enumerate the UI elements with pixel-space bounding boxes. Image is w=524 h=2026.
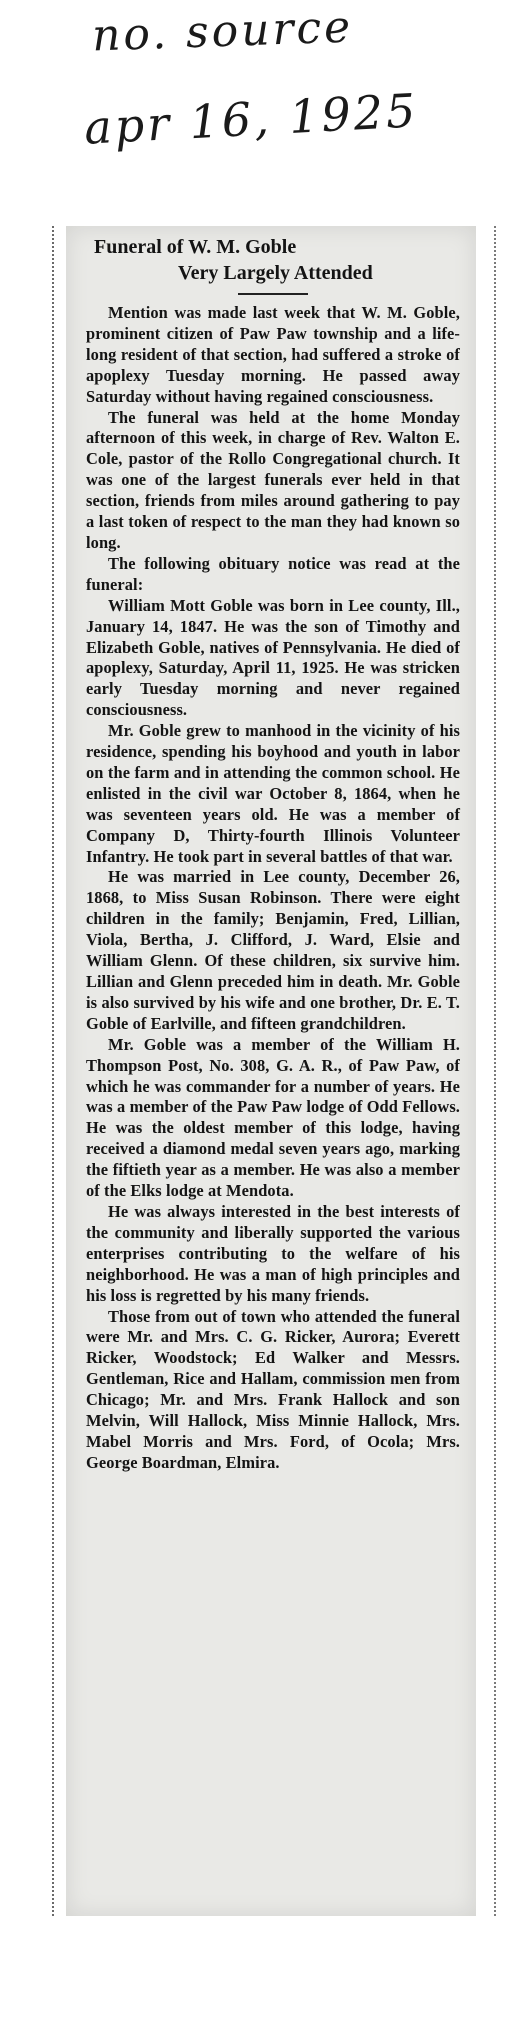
- article-paragraph: The following obituary notice was read at the funeral:: [86, 553, 460, 594]
- clipping-left-edge: [52, 226, 60, 1916]
- article-paragraph: Those from out of town who attended the funeral were Mr. and Mrs. C. G. Ricker, Aurora; Everett Ricker, Woodstock; Ed Walker and Messrs. Gentleman, Rice and Hallam, commission men from Chicago; Mr. and Mrs. Frank Hallock and son Melvin, Will Hallock, Miss Minnie Hallock, Mrs. Mabel Morris and Mrs. Ford, of Ocola; Mrs. George Boardman, Elmira.: [86, 1306, 460, 1472]
- article-paragraph: Mr. Goble grew to manhood in the vicinity of his residence, spending his boyhood and youth in labor on the farm and in attending the common school. He enlisted in the civil war October 8, 1864, when he was seventeen years old. He was a member of Company D, Thirty-fourth Illinois Volunteer Infantry. He took part in several battles of that war.: [86, 721, 460, 866]
- handwritten-date-note: apr 16, 1925: [82, 83, 420, 155]
- obituary-article: [86, 234, 460, 1474]
- article-paragraph: He was married in Lee county, December 26, 1868, to Miss Susan Robinson. There were eight children in the family; Benjamin, Fred, Lillian, Viola, Bertha, J. Clifford, J. Ward, Elsie and William Glenn. Of these children, six survive him. Lillian and Glenn preceded him in death. Mr. Goble is also survived by his wife and one brother, Dr. E. T. Goble of Earlville, and fifteen grandchildren.: [86, 867, 460, 1033]
- headline-line-2: Very Largely Attended: [178, 262, 373, 284]
- article-paragraph: He was always interested in the best interests of the community and liberally supported the various enterprises contributing to the welfare of his neighborhood. He was a man of high principles and his loss is regretted by his many friends.: [86, 1201, 460, 1305]
- clipping-right-edge: [490, 226, 496, 1916]
- headline-divider: [238, 293, 308, 295]
- headline-line-1: Funeral of W. M. Goble: [94, 236, 297, 258]
- article-paragraph: The funeral was held at the home Monday afternoon of this week, in charge of Rev. Walton E. Cole, pastor of the Rollo Congregational church. It was one of the largest funerals ever held in that section, friends from miles around gathering to pay a last token of respect to the man they had known so long.: [86, 407, 460, 552]
- article-paragraph: William Mott Goble was born in Lee county, Ill., January 14, 1847. He was the son of Timothy and Elizabeth Goble, natives of Pennsylvania. He died of apoplexy, Saturday, April 11, 1925. He was stricken early Tuesday morning and never regained consciousness.: [86, 595, 460, 720]
- article-paragraph: Mr. Goble was a member of the William H. Thompson Post, No. 308, G. A. R., of Paw Paw, of which he was commander for a number of years. He was a member of the Paw Paw lodge of Odd Fellows. He was the oldest member of this lodge, having received a diamond medal seven years ago, marking the fiftieth year as a member. He was also a member of the Elks lodge at Mendota.: [86, 1034, 460, 1201]
- handwritten-source-note: no. source: [91, 1, 354, 62]
- article-paragraph: Mention was made last week that W. M. Goble, prominent citizen of Paw Paw township and a life-long resident of that section, had suffered a stroke of apoplexy Tuesday morning. He passed away Saturday without having regained consciousness.: [86, 303, 460, 406]
